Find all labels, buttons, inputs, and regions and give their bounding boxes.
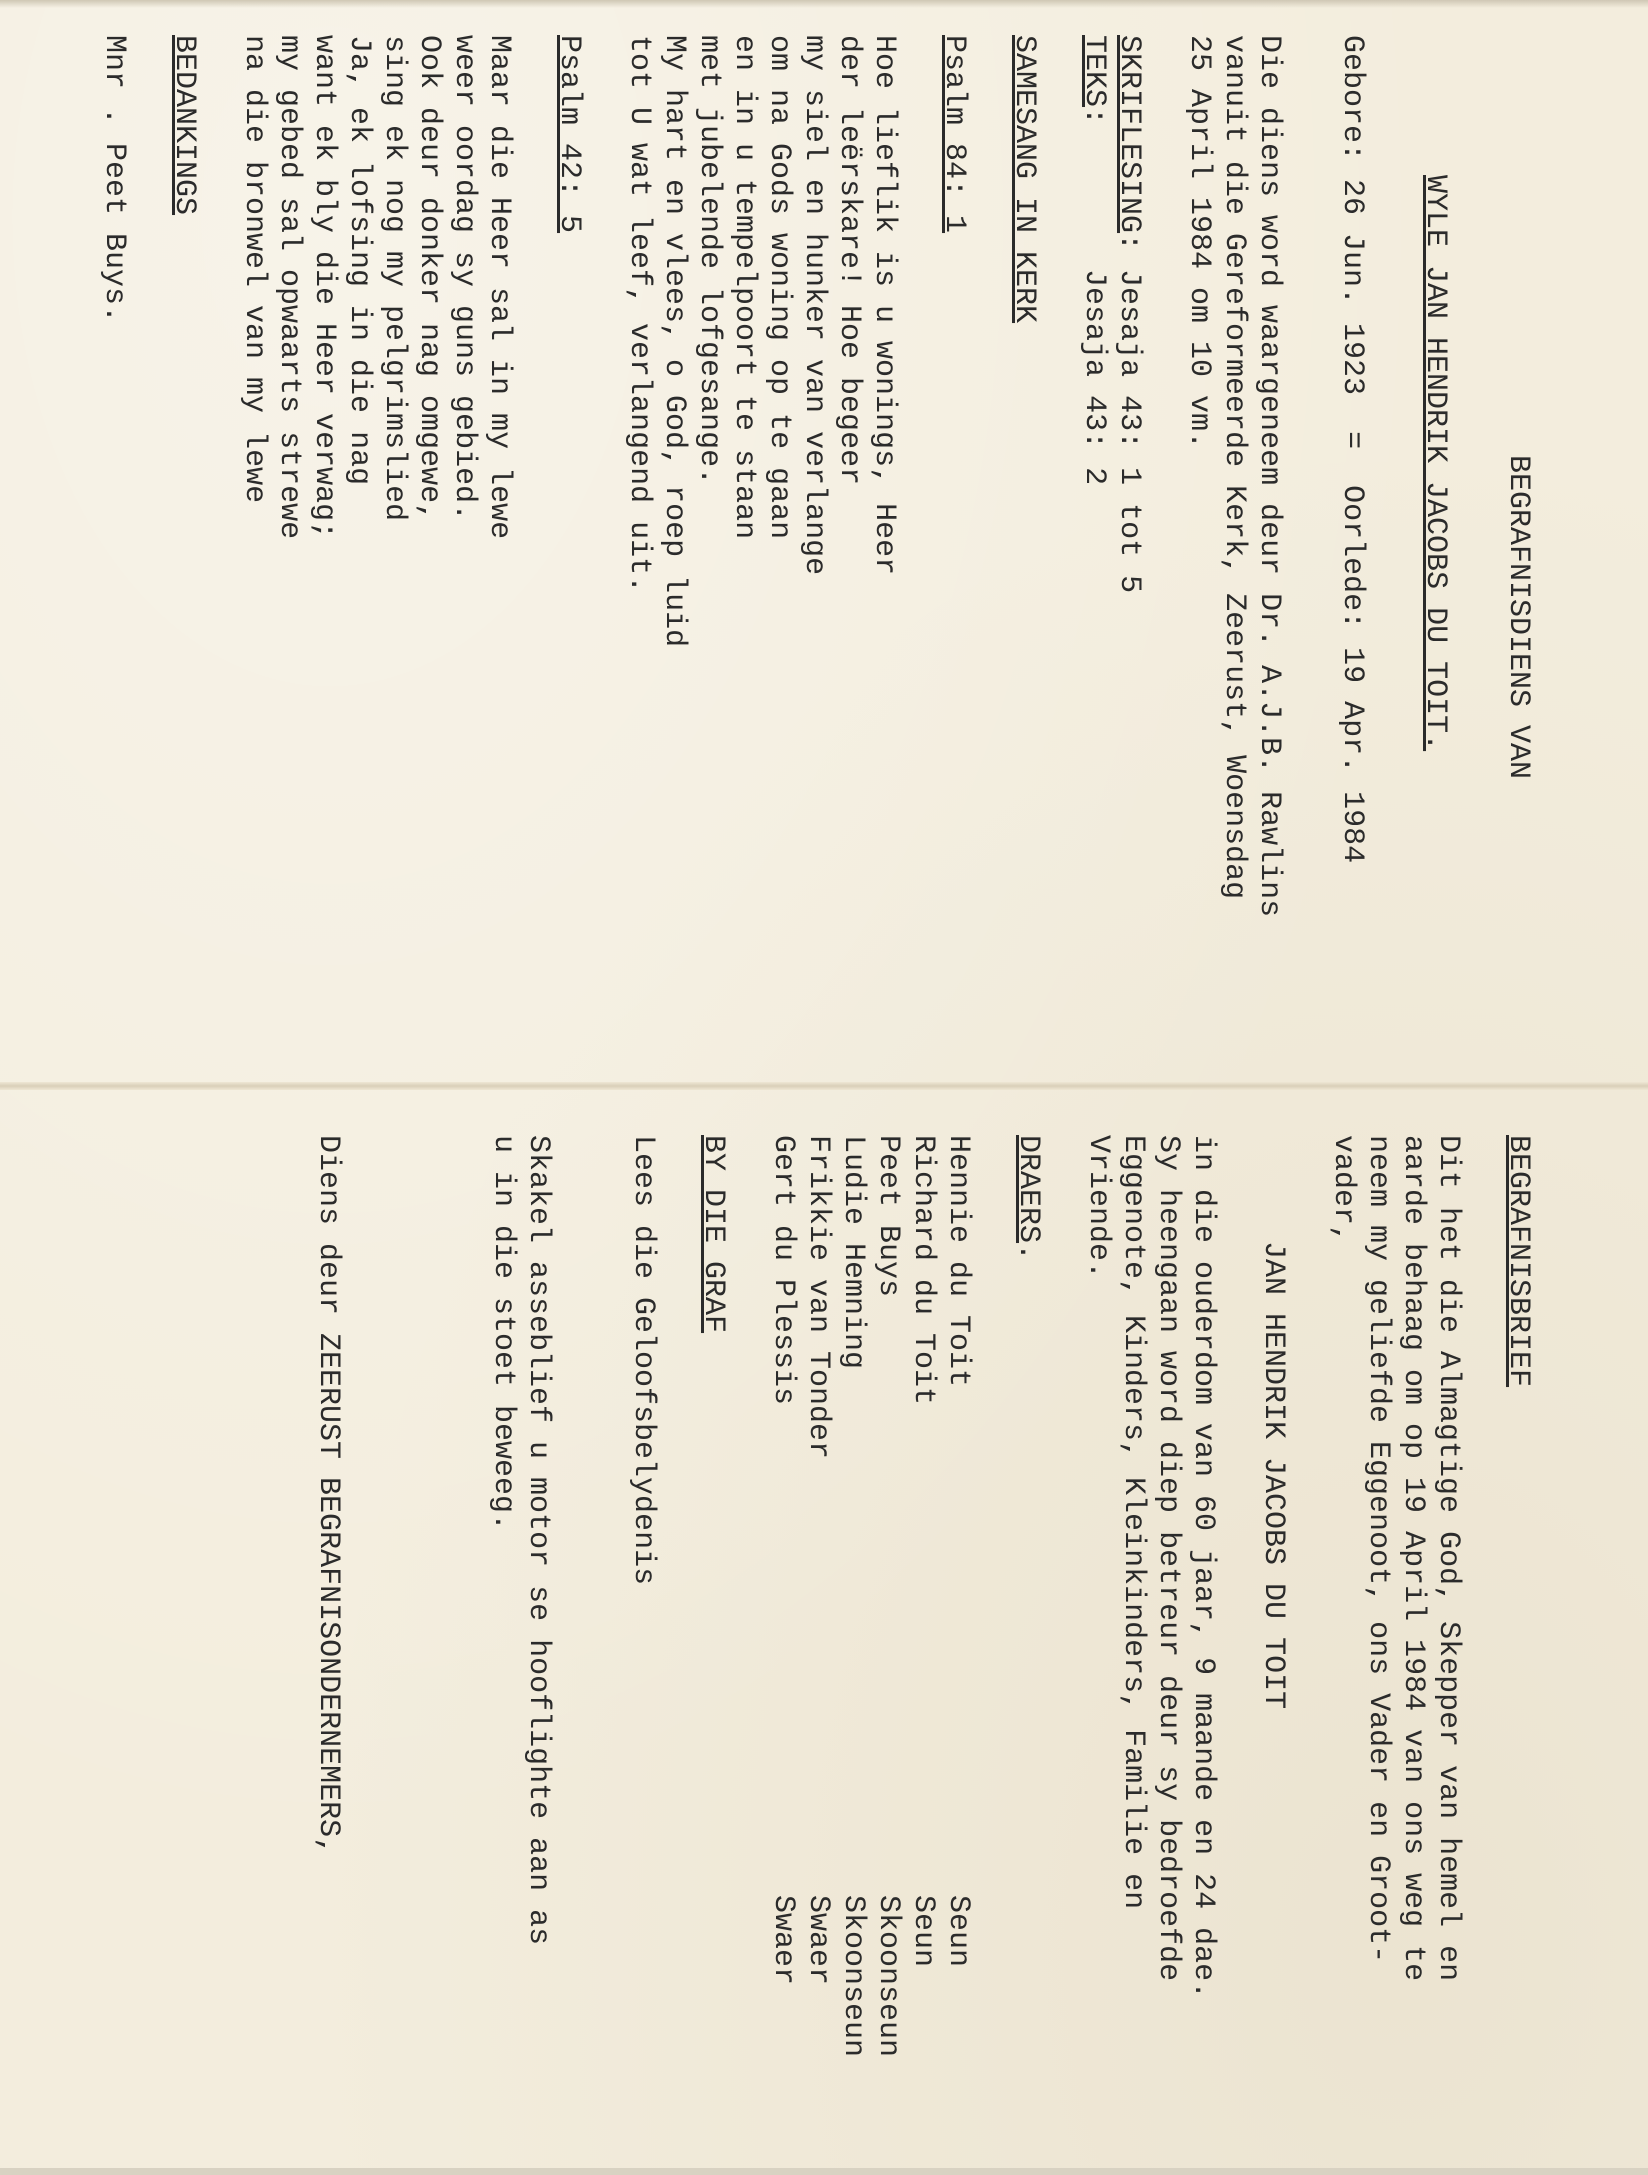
letter-line: Vriende. — [1081, 1135, 1115, 1280]
program-front-panel — [0, 35, 1535, 1075]
bearer-name: Frikkie van Tonder — [801, 1135, 835, 1460]
bearer-row — [835, 1135, 870, 2175]
verse-line: My hart en vlees, o God, roep luid — [657, 35, 691, 648]
verse-line: Hoe lieflik is u wonings, Heer — [867, 35, 901, 576]
letter-line: Dit het die Almagtige God, Skepper van hemel en — [1431, 1135, 1465, 1982]
bearer-relation: Seun — [906, 1895, 940, 1968]
undertaker-credit: Diens deur ZEERUST BEGRAFNISONDERNEMERS, — [311, 1135, 345, 1856]
bearer-relation: Swaer — [766, 1895, 800, 1986]
program-back-panel — [0, 1135, 1535, 2175]
verse-line: der leërskare! Hoe begeer — [832, 35, 866, 486]
instruction-line: u in die stoet beweeg. — [486, 1135, 520, 1532]
scripture-reference: : Jesaja 43: 1 tot 5 — [1112, 233, 1146, 594]
motor-instructions — [485, 1135, 555, 2175]
bearer-name: Hennie du Toit — [941, 1135, 975, 1388]
fold-crease — [0, 1082, 1648, 1090]
service-line: Die diens word waargeneem deur Dr. A.J.B. Rawlins — [1252, 35, 1286, 918]
verse-line: tot U wat leef, verlangend uit. — [622, 35, 656, 594]
bearer-row — [870, 1135, 905, 2175]
text-label: TEKS — [1077, 35, 1111, 108]
verse-line: Ja, ek lofsing in die nag — [342, 35, 376, 486]
birth-death-dates: Gebore: 26 Jun. 1923 = Oorlede: 19 Apr. 1984 — [1335, 35, 1369, 864]
bearer-relation: Skoonseun — [836, 1895, 870, 2058]
singing-heading: SAMESANG IN KERK — [1007, 35, 1041, 324]
instruction-line: Skakel asseblief u motor se hooflighte aan as — [521, 1135, 555, 1946]
psalm-42-verse — [236, 35, 516, 1075]
verse-line: weer oordag sy guns gebied. — [447, 35, 481, 522]
psalm-84-title: Psalm 84: 1 — [937, 35, 971, 234]
letter-line: Sy heengaan word diep betreur deur sy bedroefde — [1151, 1135, 1185, 1982]
bearer-name: Gert du Plessis — [766, 1135, 800, 1406]
grave-heading: BY DIE GRAF — [696, 1135, 730, 1334]
scripture-label: SKRIFLESING — [1112, 35, 1146, 234]
bearer-row — [765, 1135, 800, 2175]
letter-line: vader, — [1326, 1135, 1360, 1244]
verse-line: en in u tempelpoort te staan — [727, 35, 761, 540]
paper-edge-shadow — [0, 0, 1648, 8]
letter-paragraph-1 — [1325, 1135, 1465, 2175]
verse-line: om na Gods woning op te gaan — [762, 35, 796, 540]
verse-line: Maar die Heer sal in my lewe — [482, 35, 516, 540]
deceased-name-heading: WYLE JAN HENDRIK JACOBS DU TOIT. — [1418, 175, 1452, 752]
bearer-row — [800, 1135, 835, 2175]
bearer-relation: Skoonseun — [871, 1895, 905, 2058]
bearers-heading: DRAERS — [1011, 1135, 1045, 1244]
verse-line: want ek bly die Heer verwag; — [307, 35, 341, 540]
verse-line: met jubelende lofgesange. — [692, 35, 726, 486]
bearer-relation: Seun — [941, 1895, 975, 1968]
deceased-name: JAN HENDRIK JACOBS DU TOIT — [1256, 1241, 1290, 1710]
verse-line: Ook deur donker nag omgewe, — [412, 35, 446, 522]
grave-text: Lees die Geloofsbelydenis — [626, 1135, 660, 1586]
sermon-text — [1076, 35, 1111, 1075]
bearers-list — [765, 1135, 975, 2175]
letter-line: in die ouderdom van 60 jaar, 9 maande en 24 dae. — [1186, 1135, 1220, 2000]
bearer-name: Peet Buys — [871, 1135, 905, 1298]
service-line: 25 April 1984 om 10 vm. — [1182, 35, 1216, 450]
verse-line: my siel en hunker van verlange — [797, 35, 831, 576]
verse-line: na die bronwel van my lewe — [237, 35, 271, 504]
thanks-heading: BEDANKINGS — [167, 35, 201, 216]
psalm-42-title: Psalm 42: 5 — [552, 35, 586, 234]
letter-paragraph-2 — [1080, 1135, 1220, 2175]
scripture-reading — [1111, 35, 1146, 1075]
bearer-row — [940, 1135, 975, 2175]
psalm-84-verse — [621, 35, 901, 1075]
letter-line: neem my geliefde Eggenoot, ons Vader en Groot- — [1361, 1135, 1395, 1964]
bearer-relation: Swaer — [801, 1895, 835, 1986]
letter-line: aarde behaag om op 19 April 1984 van ons weg te — [1396, 1135, 1430, 1982]
letter-line: Eggenote, Kinders, Kleinkinders, Familie en — [1116, 1135, 1150, 1910]
service-details — [1181, 35, 1286, 1075]
service-line: vanuit die Gereformeerde Kerk, Zeerust, Woensdag — [1217, 35, 1251, 900]
bearers-heading-row: DRAERS. — [1011, 1135, 1045, 1262]
bearer-row — [905, 1135, 940, 2175]
letter-heading: BEGRAFNISBRIEF — [1501, 1135, 1535, 1388]
text-reference: : Jesaja 43: 2 — [1077, 107, 1111, 486]
bearer-name: Richard du Toit — [906, 1135, 940, 1406]
bearer-name: Ludie Hemning — [836, 1135, 870, 1370]
verse-line: my gebed sal opwaarts strewe — [272, 35, 306, 540]
thanks-text: Mnr . Peet Buys. — [97, 35, 131, 324]
verse-line: sing ek nog my pelgrimslied — [377, 35, 411, 522]
service-title: BEGRAFNISDIENS VAN — [1501, 455, 1535, 780]
